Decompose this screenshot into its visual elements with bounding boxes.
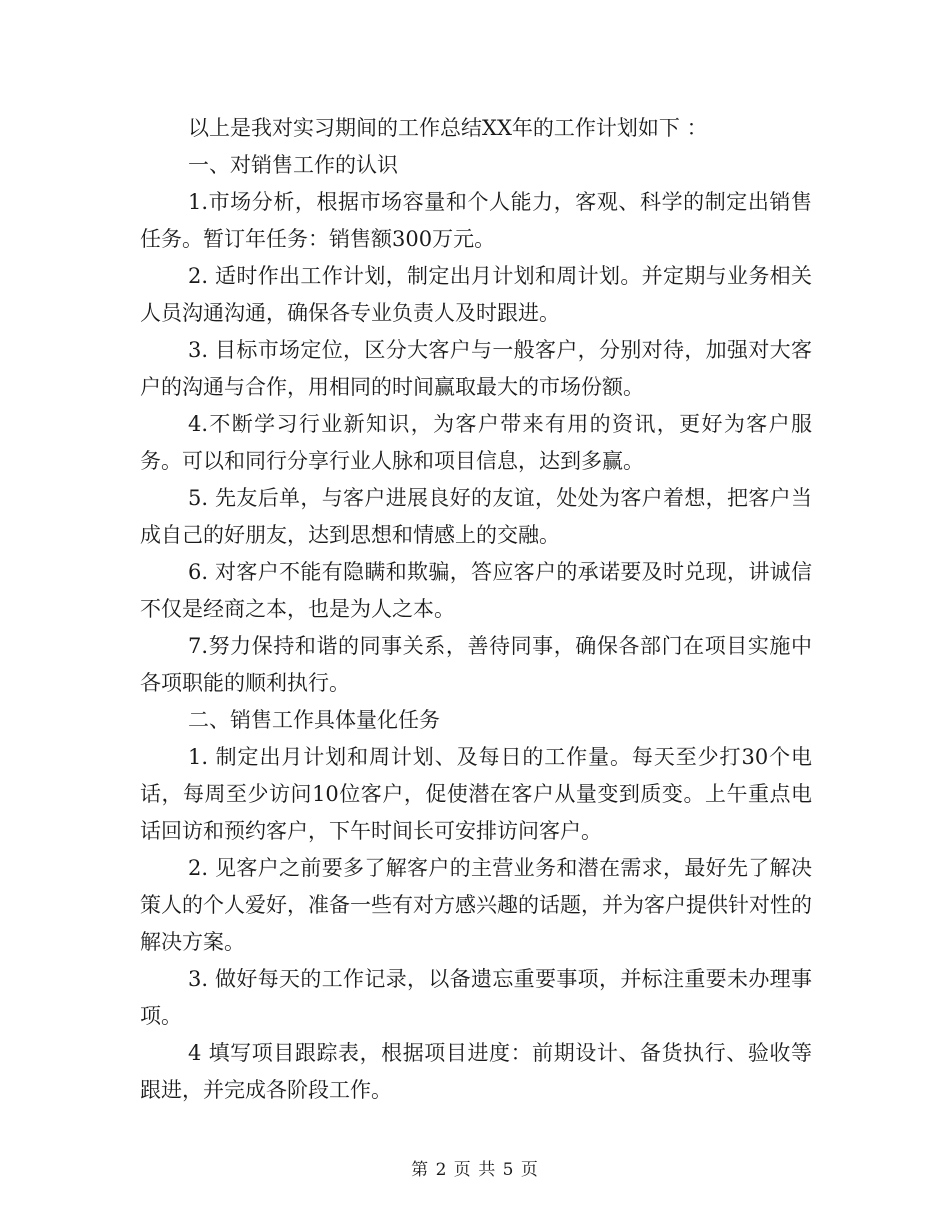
paragraph-item: 1.市场分析，根据市场容量和个人能力，客观、科学的制定出销售任务。暂订年任务：销售额300万元。 bbox=[140, 190, 812, 251]
paragraph-item: 2. 适时作出工作计划，制定出月计划和周计划。并定期与业务相关人员沟通沟通，确保各专业负责人及时跟进。 bbox=[140, 264, 812, 325]
paragraph-item: 5. 先友后单，与客户进展良好的友谊，处处为客户着想，把客户当成自己的好朋友，达到思想和情感上的交融。 bbox=[140, 486, 812, 547]
paragraph-item: 3. 做好每天的工作记录，以备遗忘重要事项，并标注重要未办理事项。 bbox=[140, 967, 812, 1028]
paragraph-item: 7.努力保持和谐的同事关系，善待同事，确保各部门在项目实施中各项职能的顺利执行。 bbox=[140, 634, 812, 695]
paragraph-item: 2. 见客户之前要多了解客户的主营业务和潜在需求，最好先了解决策人的个人爱好，准备一些有对方感兴趣的话题，并为客户提供针对性的解决方案。 bbox=[140, 856, 812, 954]
section-heading-2: 二、销售工作具体量化任务 bbox=[188, 708, 440, 732]
paragraph-item: 4.不断学习行业新知识，为客户带来有用的资讯，更好为客户服务。可以和同行分享行业人脉和项目信息，达到多赢。 bbox=[140, 412, 812, 473]
paragraph-item: 6. 对客户不能有隐瞒和欺骗，答应客户的承诺要及时兑现，讲诚信不仅是经商之本，也是为人之本。 bbox=[140, 560, 812, 621]
paragraph-item: 1. 制定出月计划和周计划、及每日的工作量。每天至少打30个电话，每周至少访问10位客户，促使潜在客户从量变到质变。上午重点电话回访和预约客户，下午时间长可安排访问客户。 bbox=[140, 745, 812, 843]
document-body bbox=[140, 110, 812, 1109]
paragraph-intro: 以上是我对实习期间的工作总结XX年的工作计划如下 ： bbox=[188, 116, 708, 140]
paragraph-item: 4 填写项目跟踪表，根据项目进度：前期设计、备货执行、验收等跟进，并完成各阶段工作。 bbox=[140, 1041, 812, 1102]
paragraph-item: 3. 目标市场定位，区分大客户与一般客户，分别对待，加强对大客户的沟通与合作，用相同的时间赢取最大的市场份额。 bbox=[140, 338, 812, 399]
section-heading-1: 一、对销售工作的认识 bbox=[188, 153, 398, 177]
page-number-footer: 第 2 页 共 5 页 bbox=[411, 1160, 539, 1180]
